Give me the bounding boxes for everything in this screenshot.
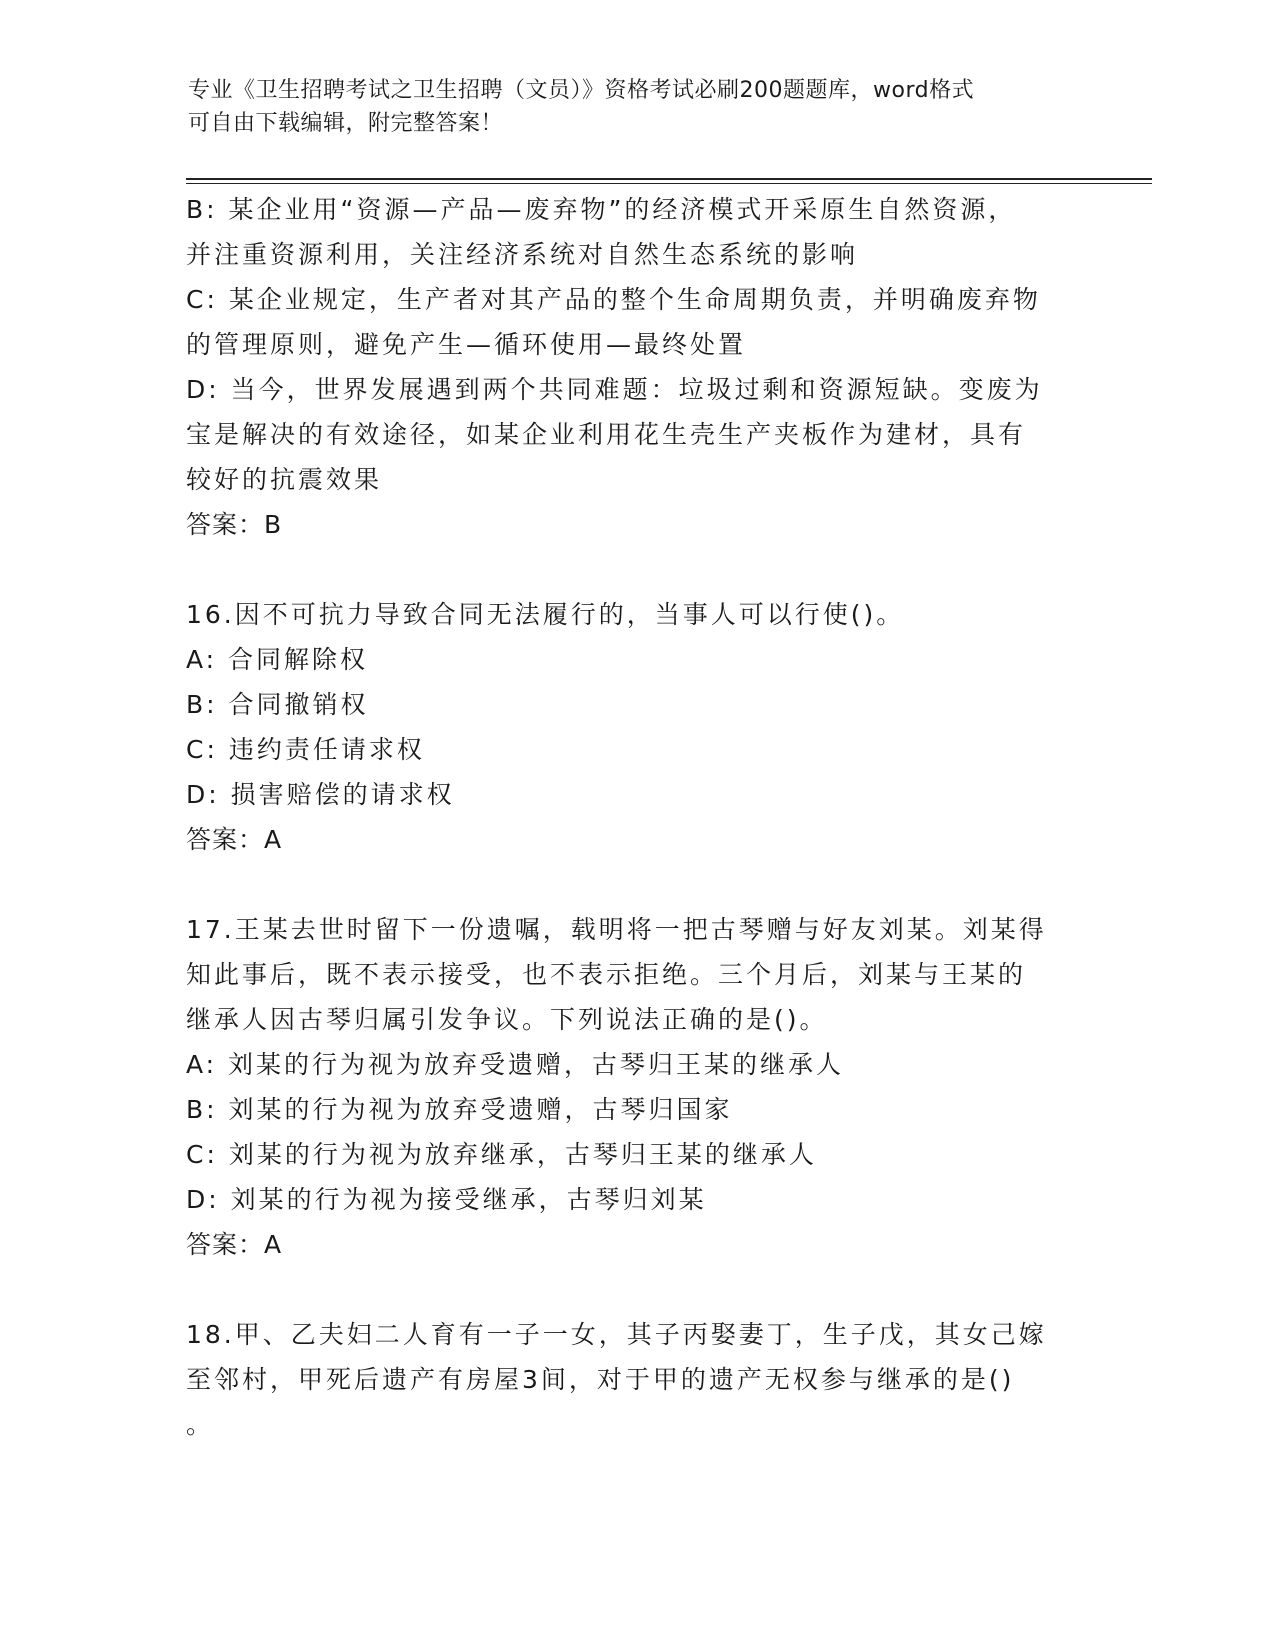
q16-question: 16.因不可抗力导致合同无法履行的，当事人可以行使()。 [186,600,905,629]
q18-question-line-1: 18.甲、乙夫妇二人育有一子一女，其子丙娶妻丁，生子戊，其女己嫁 [186,1320,1047,1349]
q15-option-d-line-1: D: 当今，世界发展遇到两个共同难题：垃圾过剩和资源短缺。变废为 [186,375,1043,404]
q16-option-c: C: 违约责任请求权 [186,735,425,764]
header-rule-thin [186,183,1152,184]
q16-option-a: A: 合同解除权 [186,645,369,674]
document-body [186,187,1076,1447]
q15-option-c-line-1: C: 某企业规定，生产者对其产品的整个生命周期负责，并明确废弃物 [186,285,1041,314]
q15-option-c-line-2: 的管理原则，避免产生—循环使用—最终处置 [186,330,747,359]
spacer [186,1267,1076,1312]
q16-option-b: B: 合同撤销权 [186,690,369,719]
question-17 [186,907,1076,1267]
document-title-line-2: 可自由下载编辑，附完整答案！ [188,111,504,136]
q18-question-line-3: 。 [186,1410,215,1439]
q15-answer: 答案：B [186,510,283,539]
page-header [188,74,1068,140]
q17-option-a: A: 刘某的行为视为放弃受遗赠，古琴归王某的继承人 [186,1050,845,1079]
spacer [186,547,1076,592]
document-title-line-1: 专业《卫生招聘考试之卫生招聘（文员）》资格考试必刷200题题库，word格式 [188,78,975,103]
q15-option-b-line-1: B: 某企业用“资源—产品—废弃物”的经济模式开采原生自然资源， [186,195,1017,224]
q17-question-line-1: 17.王某去世时留下一份遗嘱，载明将一把古琴赠与好友刘某。刘某得 [186,915,1047,944]
q15-option-d-line-3: 较好的抗震效果 [186,465,383,494]
q17-option-b: B: 刘某的行为视为放弃受遗赠，古琴归国家 [186,1095,733,1124]
question-18 [186,1312,1076,1447]
question-15 [186,187,1076,547]
q17-option-c: C: 刘某的行为视为放弃继承，古琴归王某的继承人 [186,1140,817,1169]
q17-question-line-2: 知此事后，既不表示接受，也不表示拒绝。三个月后，刘某与王某的 [186,960,1027,989]
question-16 [186,592,1076,862]
q15-option-d-line-2: 宝是解决的有效途径，如某企业利用花生壳生产夹板作为建材，具有 [186,420,1027,449]
header-rule-thick [186,178,1152,180]
q16-option-d: D: 损害赔偿的请求权 [186,780,455,809]
q18-question-line-2: 至邻村，甲死后遗产有房屋3间，对于甲的遗产无权参与继承的是() [186,1365,1015,1394]
spacer [186,862,1076,907]
q17-option-d: D: 刘某的行为视为接受继承，古琴归刘某 [186,1185,707,1214]
q17-answer: 答案：A [186,1230,283,1259]
q16-answer: 答案：A [186,825,283,854]
q15-option-b-line-2: 并注重资源利用，关注经济系统对自然生态系统的影响 [186,240,859,269]
q17-question-line-3: 继承人因古琴归属引发争议。下列说法正确的是()。 [186,1005,828,1034]
